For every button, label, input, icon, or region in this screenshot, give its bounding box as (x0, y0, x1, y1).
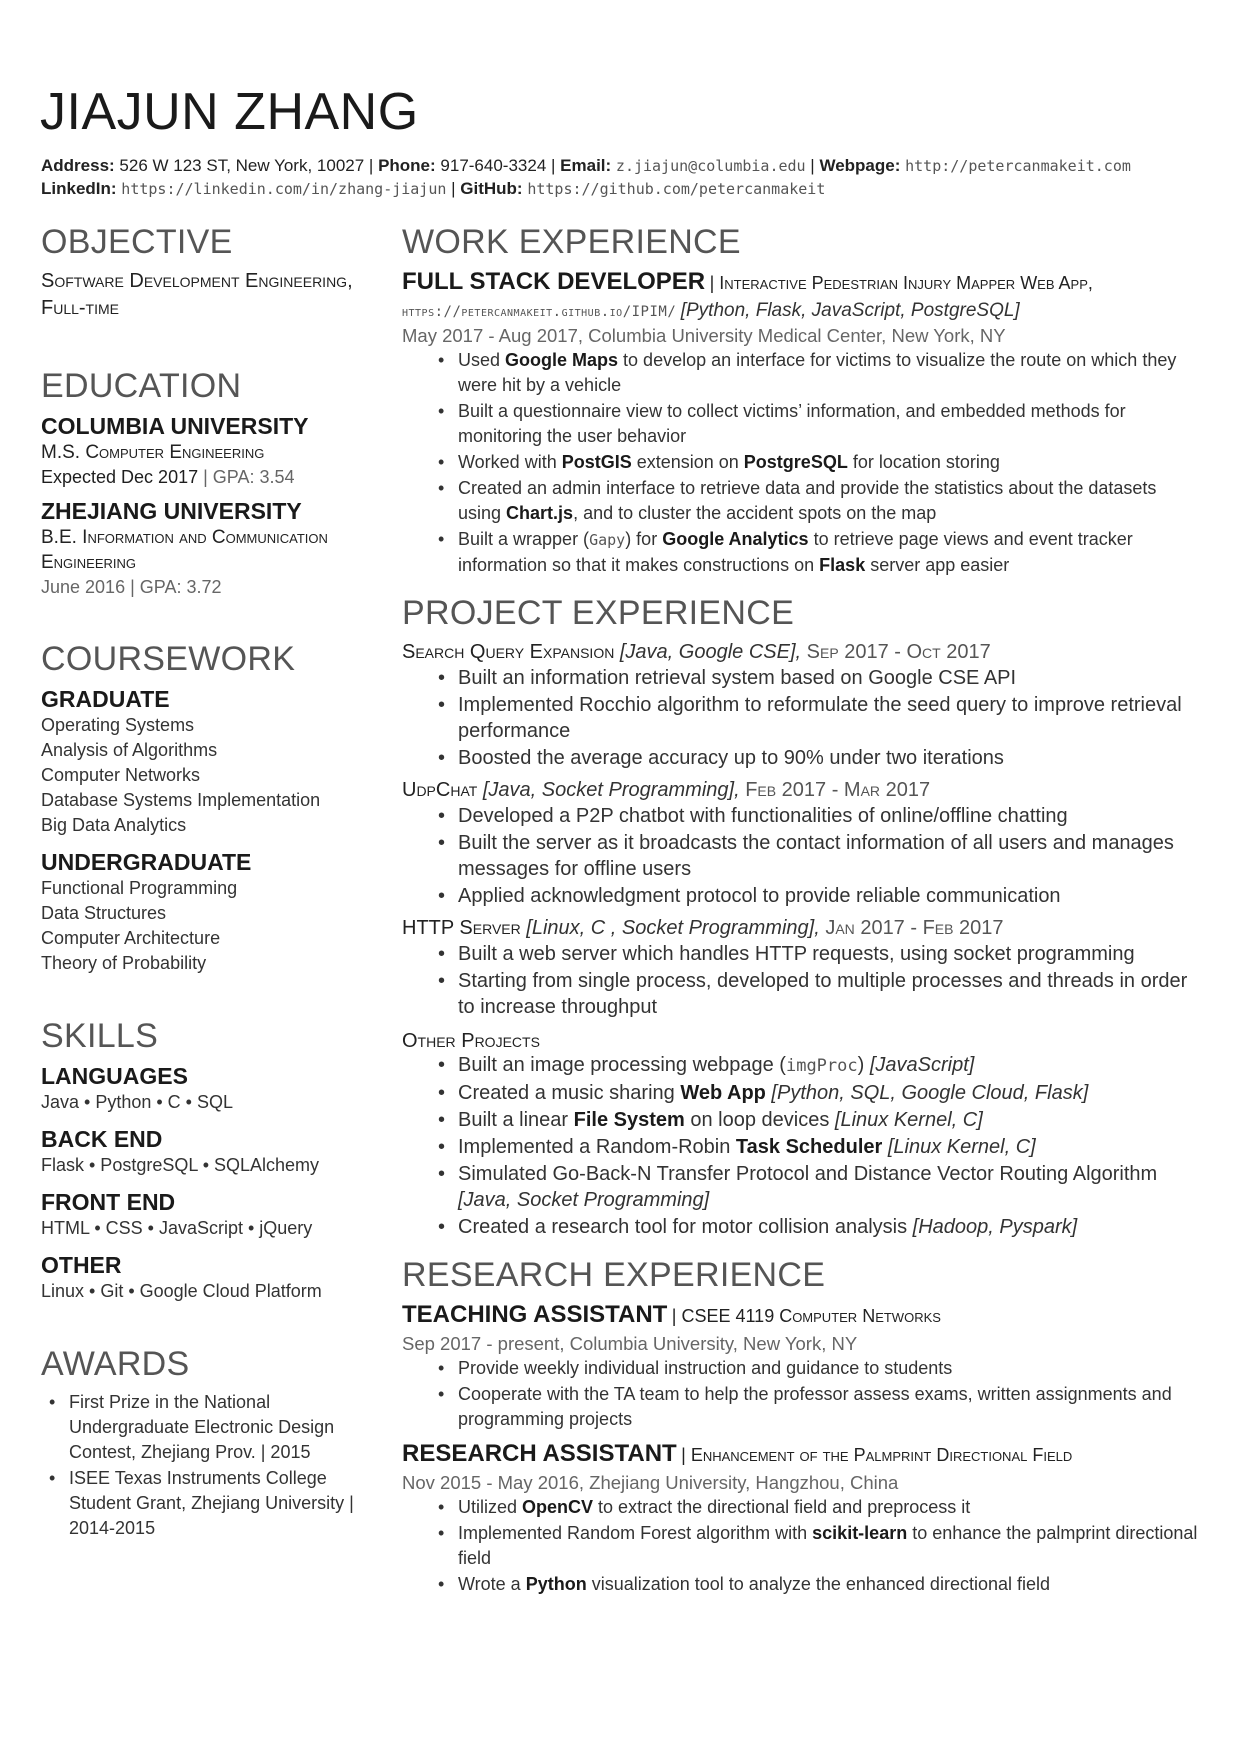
right-column (402, 222, 1202, 1598)
job-tech: [Python, Flask, JavaScript, PostgreSQL] (680, 300, 1020, 321)
school-gpa: | GPA: 3.72 (130, 577, 222, 597)
skill-group-backend (41, 1125, 371, 1178)
school-name: ZHEJIANG UNIVERSITY (41, 498, 302, 524)
project-date: Feb 2017 - Mar 2017 (745, 779, 931, 801)
research-bullet: • Utilized OpenCV to extract the directional field and preprocess it (450, 1495, 1202, 1520)
course-item: Theory of Probability (41, 953, 207, 973)
objective-text: Software Development Engineering, Full-time (41, 270, 353, 319)
address-label: Address: (41, 156, 115, 175)
project-bullet: • Created a research tool for motor collision analysis [Hadoop, Pyspark] (450, 1214, 1202, 1240)
project-bullet: • Implemented Rocchio algorithm to reformulate the seed query to improve retrieval performance (450, 692, 1202, 744)
project-tech: [Java, Socket Programming], (482, 779, 740, 801)
skill-group-label: FRONT END (41, 1189, 176, 1215)
project-bullet: • Simulated Go-Back-N Transfer Protocol and Distance Vector Routing Algorithm [Java, Socket Programming] (450, 1161, 1202, 1213)
projects-title: PROJECT EXPERIENCE (402, 594, 795, 632)
project-bullet: • Implemented a Random-Robin Task Scheduler [Linux Kernel, C] (450, 1134, 1202, 1160)
contact-line-1 (41, 156, 1131, 176)
project-bullet: • Built a web server which handles HTTP requests, using socket programming (450, 941, 1202, 967)
webpage-link[interactable]: http://petercanmakeit.com (905, 157, 1131, 175)
awards-title: AWARDS (41, 1345, 190, 1383)
skills-title: SKILLS (41, 1017, 159, 1055)
email-label: Email: (560, 156, 612, 175)
project-bullet: • Boosted the average accuracy up to 90% under two iterations (450, 745, 1202, 771)
project-bullet: • Built an information retrieval system based on Google CSE API (450, 665, 1202, 691)
other-projects-title: Other Projects (402, 1030, 540, 1052)
work-title: WORK EXPERIENCE (402, 223, 741, 261)
research-bullets (430, 1356, 1202, 1432)
separator: | (364, 156, 379, 175)
project-header (402, 1030, 1202, 1052)
school-columbia (41, 412, 371, 489)
linkedin-link[interactable]: https://linkedin.com/in/zhang-jiajun (121, 180, 447, 198)
github-label: GitHub: (460, 179, 523, 198)
project-header (402, 777, 1202, 803)
project-bullets (430, 803, 1202, 909)
skill-group-items: Linux • Git • Google Cloud Platform (41, 1281, 322, 1301)
school-degree: M.S. Computer Engineering (41, 442, 265, 463)
candidate-name: JIAJUN ZHANG (40, 83, 419, 141)
job-date: May 2017 - Aug 2017, Columbia University Medical Center, New York, NY (402, 325, 1006, 346)
job-header (402, 268, 1202, 299)
linkedin-label: LinkedIn: (41, 179, 117, 198)
research-bullet: • Cooperate with the TA team to help the professor assess exams, written assignments and programming projects (450, 1382, 1202, 1432)
undergraduate-course-list (41, 876, 371, 976)
school-date: Expected Dec 2017 (41, 467, 199, 487)
course-item: Operating Systems (41, 715, 195, 735)
award-item: • First Prize in the National Undergraduate Electronic Design Contest, Zhejiang Prov. | 2015 (61, 1390, 381, 1465)
project-title: HTTP Server (402, 917, 521, 939)
project-bullets (430, 665, 1202, 771)
project-tech: [Linux, C , Socket Programming], (526, 917, 820, 939)
project-title: UdpChat (402, 779, 478, 801)
course-item: Database Systems Implementation (41, 790, 321, 810)
course-item: Big Data Analytics (41, 815, 187, 835)
job-title: FULL STACK DEVELOPER (402, 268, 706, 295)
school-gpa: | GPA: 3.54 (203, 467, 295, 487)
work-bullet: • Used Google Maps to develop an interface for victims to visualize the route on which they were hit by a vehicle (450, 348, 1202, 398)
award-item: • ISEE Texas Instruments College Student Grant, Zhejiang University | 2014-2015 (61, 1466, 381, 1541)
contact-line-2 (41, 179, 825, 199)
project-bullet: • Developed a P2P chatbot with functionalities of online/offline chatting (450, 803, 1202, 829)
project-date: Sep 2017 - Oct 2017 (806, 641, 991, 663)
course-item: Computer Architecture (41, 928, 221, 948)
other-project-bullets (430, 1052, 1202, 1240)
skill-group-other (41, 1251, 371, 1304)
research-title: RESEARCH EXPERIENCE (402, 1256, 826, 1294)
research-header (402, 1301, 1202, 1332)
skill-group-items: Java • Python • C • SQL (41, 1092, 233, 1112)
school-name: COLUMBIA UNIVERSITY (41, 413, 309, 439)
job-subtitle: | Interactive Pedestrian Injury Mapper Web App, (709, 273, 1093, 293)
webpage-label: Webpage: (819, 156, 901, 175)
research-bullet: • Wrote a Python visualization tool to analyze the enhanced directional field (450, 1572, 1202, 1597)
course-item: Functional Programming (41, 878, 238, 898)
phone-value: 917-640-3324 (440, 156, 547, 175)
project-bullets (430, 941, 1202, 1020)
skill-group-items: HTML • CSS • JavaScript • jQuery (41, 1218, 313, 1238)
school-date: June 2016 (41, 577, 126, 597)
project-bullet: • Built a linear File System on loop devices [Linux Kernel, C] (450, 1107, 1202, 1133)
research-bullet: • Implemented Random Forest algorithm with scikit-learn to enhance the palmprint directional field (450, 1521, 1202, 1571)
research-role: RESEARCH ASSISTANT (402, 1440, 677, 1467)
work-bullet: • Worked with PostGIS extension on PostgreSQL for location storing (450, 450, 1202, 475)
research-header (402, 1440, 1202, 1471)
research-bullet: • Provide weekly individual instruction and guidance to students (450, 1356, 1202, 1381)
job-url-link[interactable]: https://petercanmakeit.github.io/IPIM/ (402, 304, 677, 320)
project-bullet: • Built an image processing webpage (imgProc) [JavaScript] (450, 1052, 1202, 1079)
research-date: Nov 2015 - May 2016, Zhejiang University, Hangzhou, China (402, 1472, 899, 1493)
job-url-line (402, 299, 1202, 324)
separator: | (446, 179, 461, 198)
coursework-undergraduate-label: UNDERGRADUATE (41, 849, 252, 875)
school-degree: B.E. Information and Communication Engineering (41, 527, 328, 573)
address-value: 526 W 123 ST, New York, 10027 (119, 156, 365, 175)
project-header (402, 915, 1202, 941)
left-column (41, 222, 371, 1542)
separator: | (546, 156, 561, 175)
project-tech: [Java, Google CSE], (619, 641, 802, 663)
skill-group-items: Flask • PostgreSQL • SQLAlchemy (41, 1155, 320, 1175)
course-item: Analysis of Algorithms (41, 740, 218, 760)
project-date: Jan 2017 - Feb 2017 (825, 917, 1004, 939)
awards-list (41, 1390, 381, 1541)
graduate-course-list (41, 713, 371, 838)
project-bullet: • Created a music sharing Web App [Python, SQL, Google Cloud, Flask] (450, 1080, 1202, 1106)
coursework-title: COURSEWORK (41, 640, 296, 678)
research-date: Sep 2017 - present, Columbia University, New York, NY (402, 1333, 858, 1354)
project-bullet: • Applied acknowledgment protocol to provide reliable communication (450, 883, 1202, 909)
objective-title: OBJECTIVE (41, 223, 233, 261)
course-item: Data Structures (41, 903, 167, 923)
skill-group-label: LANGUAGES (41, 1063, 188, 1089)
skill-group-label: OTHER (41, 1252, 122, 1278)
project-bullet: • Starting from single process, developed to multiple processes and threads in order to increase throughput (450, 968, 1202, 1020)
project-header (402, 639, 1202, 665)
github-link[interactable]: https://github.com/petercanmakeit (527, 180, 826, 198)
work-bullet: • Built a wrapper (Gapy) for Google Analytics to retrieve page views and event tracker information so that it makes constructions on Flask server app easier (450, 527, 1202, 578)
email-link[interactable]: z.jiajun@columbia.edu (615, 157, 806, 175)
research-subtitle: | CSEE 4119 Computer Networks (671, 1306, 941, 1326)
skill-group-label: BACK END (41, 1126, 163, 1152)
research-bullets (430, 1495, 1202, 1597)
project-title: Search Query Expansion (402, 641, 615, 663)
work-bullet: • Created an admin interface to retrieve data and provide the statistics about the datasets using Chart.js, and to cluster the accident spots on the map (450, 476, 1202, 526)
school-dates (41, 575, 371, 599)
research-subtitle: | Enhancement of the Palmprint Directional Field (681, 1445, 1073, 1465)
coursework-graduate-label: GRADUATE (41, 686, 170, 712)
skill-group-frontend (41, 1188, 371, 1241)
work-bullet: • Built a questionnaire view to collect victims’ information, and embedded methods for monitoring the user behavior (450, 399, 1202, 449)
research-role: TEACHING ASSISTANT (402, 1301, 668, 1328)
school-zhejiang (41, 497, 371, 599)
school-dates (41, 465, 371, 489)
separator: | (805, 156, 820, 175)
phone-label: Phone: (378, 156, 436, 175)
skill-group-languages (41, 1062, 371, 1115)
course-item: Computer Networks (41, 765, 201, 785)
education-title: EDUCATION (41, 367, 242, 405)
work-bullets (430, 348, 1202, 578)
project-bullet: • Built the server as it broadcasts the contact information of all users and manages messages for offline users (450, 830, 1202, 882)
